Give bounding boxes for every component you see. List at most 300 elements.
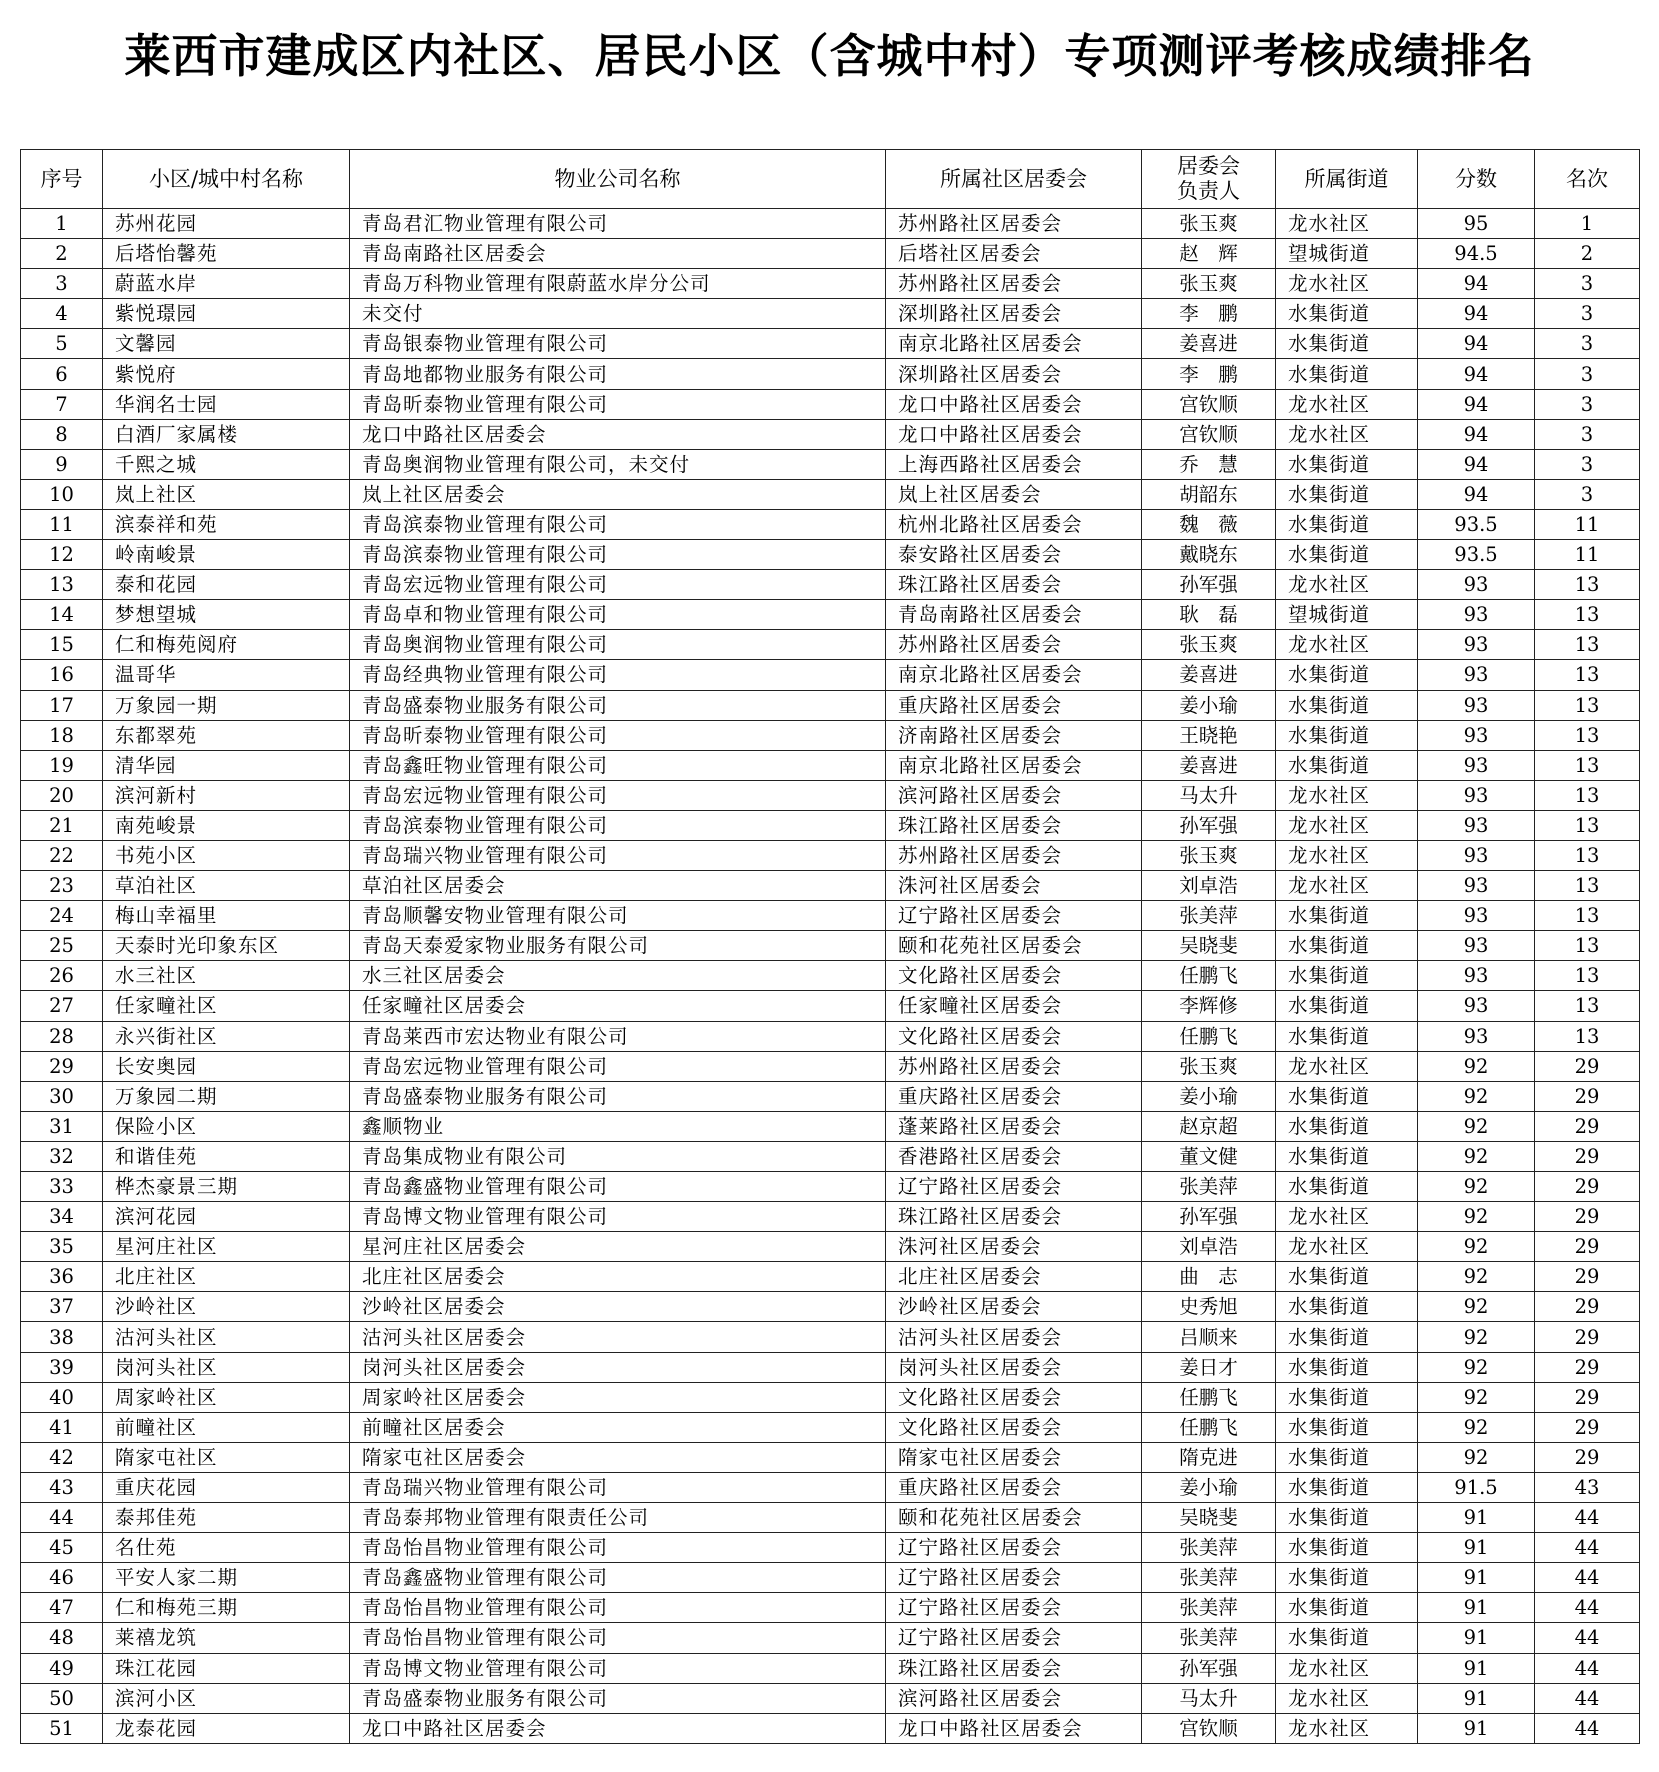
row-index-cell: 7: [21, 389, 103, 419]
row-index-cell: 44: [21, 1503, 103, 1533]
committee-head-cell: 张玉爽: [1142, 840, 1276, 870]
committee-head-cell: 任鹏飞: [1142, 1382, 1276, 1412]
street-cell: 水集街道: [1276, 1412, 1418, 1442]
community-name-cell: 白酒厂家属楼: [103, 419, 350, 449]
row-index-cell: 47: [21, 1593, 103, 1623]
score-cell: 92: [1418, 1172, 1535, 1202]
score-cell: 93: [1418, 600, 1535, 630]
community-name-cell: 千熙之城: [103, 449, 350, 479]
community-name-cell: 仁和梅苑三期: [103, 1593, 350, 1623]
table-row: [21, 961, 1640, 991]
residents-committee-cell: 滨河路社区居委会: [886, 780, 1142, 810]
residents-committee-cell: 龙口中路社区居委会: [886, 389, 1142, 419]
row-index-cell: 38: [21, 1322, 103, 1352]
property-company-cell: 青岛莱西市宏达物业有限公司: [350, 1021, 886, 1051]
row-index-cell: 2: [21, 239, 103, 269]
street-cell: 水集街道: [1276, 750, 1418, 780]
table-row: [21, 780, 1640, 810]
header-community-name: 小区/城中村名称: [103, 150, 350, 209]
community-name-cell: 万象园二期: [103, 1081, 350, 1111]
property-company-cell: 青岛经典物业管理有限公司: [350, 660, 886, 690]
table-row: [21, 1503, 1640, 1533]
street-cell: 望城街道: [1276, 600, 1418, 630]
score-cell: 94: [1418, 269, 1535, 299]
rank-cell: 43: [1535, 1472, 1640, 1502]
residents-committee-cell: 香港路社区居委会: [886, 1141, 1142, 1171]
community-name-cell: 重庆花园: [103, 1472, 350, 1502]
street-cell: 水集街道: [1276, 1322, 1418, 1352]
row-index-cell: 8: [21, 419, 103, 449]
residents-committee-cell: 泰安路社区居委会: [886, 540, 1142, 570]
property-company-cell: 星河庄社区居委会: [350, 1232, 886, 1262]
rank-cell: 2: [1535, 239, 1640, 269]
street-cell: 龙水社区: [1276, 570, 1418, 600]
street-cell: 水集街道: [1276, 1533, 1418, 1563]
residents-committee-cell: 济南路社区居委会: [886, 720, 1142, 750]
row-index-cell: 30: [21, 1081, 103, 1111]
community-name-cell: 隋家屯社区: [103, 1442, 350, 1472]
table-row: [21, 810, 1640, 840]
rank-cell: 29: [1535, 1232, 1640, 1262]
row-index-cell: 51: [21, 1713, 103, 1743]
residents-committee-cell: 后塔社区居委会: [886, 239, 1142, 269]
residents-committee-cell: 珠江路社区居委会: [886, 1653, 1142, 1683]
property-company-cell: 青岛万科物业管理有限蔚蓝水岸分公司: [350, 269, 886, 299]
committee-head-cell: 张美萍: [1142, 901, 1276, 931]
table-row: [21, 1593, 1640, 1623]
header-street: 所属街道: [1276, 150, 1418, 209]
property-company-cell: 青岛瑞兴物业管理有限公司: [350, 840, 886, 870]
committee-head-cell: 赵京超: [1142, 1111, 1276, 1141]
score-cell: 93: [1418, 810, 1535, 840]
property-company-cell: 前疃社区居委会: [350, 1412, 886, 1442]
score-cell: 94: [1418, 449, 1535, 479]
street-cell: 水集街道: [1276, 1503, 1418, 1533]
street-cell: 水集街道: [1276, 931, 1418, 961]
rank-cell: 3: [1535, 359, 1640, 389]
street-cell: 龙水社区: [1276, 1683, 1418, 1713]
residents-committee-cell: 深圳路社区居委会: [886, 299, 1142, 329]
street-cell: 水集街道: [1276, 1111, 1418, 1141]
residents-committee-cell: 文化路社区居委会: [886, 1021, 1142, 1051]
committee-head-cell: 宫钦顺: [1142, 419, 1276, 449]
table-row: [21, 931, 1640, 961]
street-cell: 水集街道: [1276, 690, 1418, 720]
rank-cell: 3: [1535, 329, 1640, 359]
property-company-cell: 青岛鑫盛物业管理有限公司: [350, 1563, 886, 1593]
committee-head-cell: 姜喜进: [1142, 660, 1276, 690]
rank-cell: 44: [1535, 1653, 1640, 1683]
community-name-cell: 后塔怡馨苑: [103, 239, 350, 269]
score-cell: 91.5: [1418, 1472, 1535, 1502]
rank-cell: 11: [1535, 509, 1640, 539]
score-cell: 92: [1418, 1262, 1535, 1292]
row-index-cell: 15: [21, 630, 103, 660]
header-index: 序号: [21, 150, 103, 209]
committee-head-cell: 王晓艳: [1142, 720, 1276, 750]
rank-cell: 13: [1535, 660, 1640, 690]
rank-cell: 13: [1535, 810, 1640, 840]
header-rank: 名次: [1535, 150, 1640, 209]
rank-cell: 13: [1535, 570, 1640, 600]
community-name-cell: 苏州花园: [103, 209, 350, 239]
property-company-cell: 青岛地都物业服务有限公司: [350, 359, 886, 389]
table-row: [21, 1292, 1640, 1322]
rank-cell: 13: [1535, 871, 1640, 901]
committee-head-cell: 姜小瑜: [1142, 690, 1276, 720]
property-company-cell: 青岛鑫盛物业管理有限公司: [350, 1172, 886, 1202]
community-name-cell: 龙泰花园: [103, 1713, 350, 1743]
table-row: [21, 329, 1640, 359]
table-body: [21, 209, 1640, 1744]
community-name-cell: 永兴街社区: [103, 1021, 350, 1051]
rank-cell: 29: [1535, 1051, 1640, 1081]
community-name-cell: 蔚蓝水岸: [103, 269, 350, 299]
street-cell: 龙水社区: [1276, 840, 1418, 870]
property-company-cell: 青岛泰邦物业管理有限责任公司: [350, 1503, 886, 1533]
rank-cell: 44: [1535, 1713, 1640, 1743]
community-name-cell: 南苑峻景: [103, 810, 350, 840]
table-row: [21, 509, 1640, 539]
property-company-cell: 岚上社区居委会: [350, 479, 886, 509]
table-row: [21, 1051, 1640, 1081]
table-row: [21, 991, 1640, 1021]
table-row: [21, 690, 1640, 720]
row-index-cell: 28: [21, 1021, 103, 1051]
community-name-cell: 星河庄社区: [103, 1232, 350, 1262]
rank-cell: 13: [1535, 720, 1640, 750]
committee-head-cell: 姜小瑜: [1142, 1081, 1276, 1111]
property-company-cell: 青岛怡昌物业管理有限公司: [350, 1623, 886, 1653]
score-cell: 93.5: [1418, 540, 1535, 570]
table-row: [21, 660, 1640, 690]
table-row: [21, 299, 1640, 329]
residents-committee-cell: 上海西路社区居委会: [886, 449, 1142, 479]
table-row: [21, 239, 1640, 269]
score-cell: 93: [1418, 750, 1535, 780]
table-row: [21, 570, 1640, 600]
residents-committee-cell: 任家疃社区居委会: [886, 991, 1142, 1021]
committee-head-cell: 赵 辉: [1142, 239, 1276, 269]
table-row: [21, 1021, 1640, 1051]
committee-head-cell: 吕顺来: [1142, 1322, 1276, 1352]
table-row: [21, 1262, 1640, 1292]
score-cell: 93: [1418, 901, 1535, 931]
committee-head-cell: 张美萍: [1142, 1172, 1276, 1202]
score-cell: 91: [1418, 1623, 1535, 1653]
property-company-cell: 青岛集成物业有限公司: [350, 1141, 886, 1171]
residents-committee-cell: 岗河头社区居委会: [886, 1352, 1142, 1382]
table-row: [21, 209, 1640, 239]
row-index-cell: 27: [21, 991, 103, 1021]
street-cell: 水集街道: [1276, 1352, 1418, 1382]
score-cell: 92: [1418, 1412, 1535, 1442]
row-index-cell: 29: [21, 1051, 103, 1081]
row-index-cell: 12: [21, 540, 103, 570]
row-index-cell: 31: [21, 1111, 103, 1141]
residents-committee-cell: 苏州路社区居委会: [886, 840, 1142, 870]
row-index-cell: 25: [21, 931, 103, 961]
residents-committee-cell: 辽宁路社区居委会: [886, 1563, 1142, 1593]
score-cell: 92: [1418, 1442, 1535, 1472]
committee-head-cell: 任鹏飞: [1142, 1412, 1276, 1442]
score-cell: 93: [1418, 690, 1535, 720]
property-company-cell: 青岛昕泰物业管理有限公司: [350, 389, 886, 419]
street-cell: 水集街道: [1276, 449, 1418, 479]
community-name-cell: 仁和梅苑阅府: [103, 630, 350, 660]
header-residents-committee: 所属社区居委会: [886, 150, 1142, 209]
row-index-cell: 10: [21, 479, 103, 509]
table-row: [21, 1202, 1640, 1232]
committee-head-cell: 任鹏飞: [1142, 1021, 1276, 1051]
property-company-cell: 周家岭社区居委会: [350, 1382, 886, 1412]
committee-head-cell: 李 鹏: [1142, 299, 1276, 329]
street-cell: 龙水社区: [1276, 871, 1418, 901]
row-index-cell: 50: [21, 1683, 103, 1713]
residents-committee-cell: 珠江路社区居委会: [886, 1202, 1142, 1232]
residents-committee-cell: 南京北路社区居委会: [886, 329, 1142, 359]
residents-committee-cell: 辽宁路社区居委会: [886, 1533, 1142, 1563]
community-name-cell: 泰邦佳苑: [103, 1503, 350, 1533]
table-row: [21, 1412, 1640, 1442]
property-company-cell: 青岛银泰物业管理有限公司: [350, 329, 886, 359]
committee-head-cell: 姜喜进: [1142, 750, 1276, 780]
residents-committee-cell: 重庆路社区居委会: [886, 1472, 1142, 1502]
street-cell: 龙水社区: [1276, 269, 1418, 299]
header-score: 分数: [1418, 150, 1535, 209]
residents-committee-cell: 颐和花苑社区居委会: [886, 1503, 1142, 1533]
residents-committee-cell: 颐和花苑社区居委会: [886, 931, 1142, 961]
rank-cell: 13: [1535, 901, 1640, 931]
street-cell: 水集街道: [1276, 359, 1418, 389]
rank-cell: 13: [1535, 690, 1640, 720]
table-row: [21, 720, 1640, 750]
street-cell: 水集街道: [1276, 961, 1418, 991]
score-cell: 92: [1418, 1322, 1535, 1352]
table-row: [21, 1533, 1640, 1563]
street-cell: 水集街道: [1276, 991, 1418, 1021]
property-company-cell: 青岛君汇物业管理有限公司: [350, 209, 886, 239]
table-row: [21, 1713, 1640, 1743]
street-cell: 龙水社区: [1276, 389, 1418, 419]
score-cell: 95: [1418, 209, 1535, 239]
rank-cell: 29: [1535, 1172, 1640, 1202]
rank-cell: 3: [1535, 449, 1640, 479]
rank-cell: 44: [1535, 1503, 1640, 1533]
committee-head-cell: 刘卓浩: [1142, 871, 1276, 901]
community-name-cell: 书苑小区: [103, 840, 350, 870]
score-cell: 93: [1418, 780, 1535, 810]
row-index-cell: 42: [21, 1442, 103, 1472]
residents-committee-cell: 龙口中路社区居委会: [886, 1713, 1142, 1743]
community-name-cell: 天泰时光印象东区: [103, 931, 350, 961]
score-cell: 93: [1418, 1021, 1535, 1051]
community-name-cell: 长安奥园: [103, 1051, 350, 1081]
street-cell: 水集街道: [1276, 1382, 1418, 1412]
score-cell: 94: [1418, 299, 1535, 329]
rank-cell: 13: [1535, 600, 1640, 630]
street-cell: 水集街道: [1276, 1472, 1418, 1502]
community-name-cell: 水三社区: [103, 961, 350, 991]
score-cell: 91: [1418, 1563, 1535, 1593]
table-row: [21, 269, 1640, 299]
rank-cell: 29: [1535, 1141, 1640, 1171]
community-name-cell: 紫悦府: [103, 359, 350, 389]
community-name-cell: 沙岭社区: [103, 1292, 350, 1322]
community-name-cell: 华润名士园: [103, 389, 350, 419]
score-cell: 93: [1418, 630, 1535, 660]
residents-committee-cell: 洙河社区居委会: [886, 871, 1142, 901]
rank-cell: 13: [1535, 991, 1640, 1021]
rank-cell: 29: [1535, 1292, 1640, 1322]
committee-head-cell: 孙军强: [1142, 570, 1276, 600]
rank-cell: 44: [1535, 1593, 1640, 1623]
community-name-cell: 滨河小区: [103, 1683, 350, 1713]
score-cell: 92: [1418, 1111, 1535, 1141]
property-company-cell: 青岛盛泰物业服务有限公司: [350, 690, 886, 720]
residents-committee-cell: 苏州路社区居委会: [886, 630, 1142, 660]
page-title: 莱西市建成区内社区、居民小区（含城中村）专项测评考核成绩排名: [124, 29, 1535, 83]
row-index-cell: 4: [21, 299, 103, 329]
committee-head-cell: 任鹏飞: [1142, 961, 1276, 991]
community-name-cell: 东都翠苑: [103, 720, 350, 750]
table-row: [21, 1081, 1640, 1111]
row-index-cell: 21: [21, 810, 103, 840]
row-index-cell: 32: [21, 1141, 103, 1171]
score-cell: 94: [1418, 479, 1535, 509]
street-cell: 水集街道: [1276, 479, 1418, 509]
rank-cell: 44: [1535, 1533, 1640, 1563]
community-name-cell: 名仕苑: [103, 1533, 350, 1563]
community-name-cell: 滨河花园: [103, 1202, 350, 1232]
rank-cell: 11: [1535, 540, 1640, 570]
committee-head-cell: 隋克进: [1142, 1442, 1276, 1472]
property-company-cell: 青岛盛泰物业服务有限公司: [350, 1081, 886, 1111]
score-cell: 92: [1418, 1141, 1535, 1171]
community-name-cell: 泰和花园: [103, 570, 350, 600]
score-cell: 94: [1418, 329, 1535, 359]
street-cell: 水集街道: [1276, 1563, 1418, 1593]
table-row: [21, 1623, 1640, 1653]
row-index-cell: 11: [21, 509, 103, 539]
property-company-cell: 未交付: [350, 299, 886, 329]
street-cell: 水集街道: [1276, 299, 1418, 329]
rank-cell: 1: [1535, 209, 1640, 239]
table-row: [21, 359, 1640, 389]
row-index-cell: 39: [21, 1352, 103, 1382]
rank-cell: 13: [1535, 931, 1640, 961]
row-index-cell: 23: [21, 871, 103, 901]
header-property-company: 物业公司名称: [350, 150, 886, 209]
rank-cell: 29: [1535, 1111, 1640, 1141]
residents-committee-cell: 沙岭社区居委会: [886, 1292, 1142, 1322]
committee-head-cell: 戴晓东: [1142, 540, 1276, 570]
property-company-cell: 青岛怡昌物业管理有限公司: [350, 1593, 886, 1623]
street-cell: 水集街道: [1276, 540, 1418, 570]
committee-head-cell: 董文健: [1142, 1141, 1276, 1171]
row-index-cell: 13: [21, 570, 103, 600]
row-index-cell: 1: [21, 209, 103, 239]
score-cell: 92: [1418, 1232, 1535, 1262]
table-row: [21, 1141, 1640, 1171]
committee-head-cell: 张美萍: [1142, 1563, 1276, 1593]
residents-committee-cell: 重庆路社区居委会: [886, 690, 1142, 720]
rank-cell: 13: [1535, 840, 1640, 870]
row-index-cell: 24: [21, 901, 103, 931]
table-row: [21, 1111, 1640, 1141]
table-row: [21, 419, 1640, 449]
rank-cell: 13: [1535, 750, 1640, 780]
committee-head-cell: 姜喜进: [1142, 329, 1276, 359]
community-name-cell: 北庄社区: [103, 1262, 350, 1292]
property-company-cell: 龙口中路社区居委会: [350, 1713, 886, 1743]
residents-committee-cell: 隋家屯社区居委会: [886, 1442, 1142, 1472]
score-cell: 93: [1418, 720, 1535, 750]
score-cell: 91: [1418, 1593, 1535, 1623]
community-name-cell: 文馨园: [103, 329, 350, 359]
table-row: [21, 1322, 1640, 1352]
community-name-cell: 周家岭社区: [103, 1382, 350, 1412]
street-cell: 水集街道: [1276, 720, 1418, 750]
community-name-cell: 岗河头社区: [103, 1352, 350, 1382]
residents-committee-cell: 珠江路社区居委会: [886, 570, 1142, 600]
rank-cell: 3: [1535, 299, 1640, 329]
residents-committee-cell: 文化路社区居委会: [886, 1382, 1142, 1412]
committee-head-cell: 张美萍: [1142, 1533, 1276, 1563]
row-index-cell: 5: [21, 329, 103, 359]
street-cell: 水集街道: [1276, 1081, 1418, 1111]
committee-head-cell: 张玉爽: [1142, 630, 1276, 660]
committee-head-cell: 马太升: [1142, 780, 1276, 810]
score-cell: 92: [1418, 1051, 1535, 1081]
table-row: [21, 479, 1640, 509]
residents-committee-cell: 辽宁路社区居委会: [886, 901, 1142, 931]
committee-head-cell: 张玉爽: [1142, 1051, 1276, 1081]
residents-committee-cell: 苏州路社区居委会: [886, 1051, 1142, 1081]
committee-head-cell: 魏 薇: [1142, 509, 1276, 539]
ranking-table: [20, 149, 1640, 1744]
street-cell: 龙水社区: [1276, 810, 1418, 840]
committee-head-cell: 张美萍: [1142, 1623, 1276, 1653]
street-cell: 龙水社区: [1276, 1713, 1418, 1743]
property-company-cell: 青岛宏远物业管理有限公司: [350, 570, 886, 600]
community-name-cell: 草泊社区: [103, 871, 350, 901]
row-index-cell: 36: [21, 1262, 103, 1292]
header-committee-head: 居委会 负责人: [1142, 150, 1276, 209]
table-row: [21, 449, 1640, 479]
rank-cell: 29: [1535, 1412, 1640, 1442]
row-index-cell: 6: [21, 359, 103, 389]
score-cell: 92: [1418, 1202, 1535, 1232]
row-index-cell: 45: [21, 1533, 103, 1563]
residents-committee-cell: 青岛南路社区居委会: [886, 600, 1142, 630]
street-cell: 水集街道: [1276, 1292, 1418, 1322]
score-cell: 94.5: [1418, 239, 1535, 269]
residents-committee-cell: 苏州路社区居委会: [886, 269, 1142, 299]
table-row: [21, 630, 1640, 660]
property-company-cell: 青岛宏远物业管理有限公司: [350, 780, 886, 810]
property-company-cell: 青岛滨泰物业管理有限公司: [350, 509, 886, 539]
table-row: [21, 1442, 1640, 1472]
residents-committee-cell: 蓬莱路社区居委会: [886, 1111, 1142, 1141]
row-index-cell: 43: [21, 1472, 103, 1502]
committee-head-cell: 耿 磊: [1142, 600, 1276, 630]
community-name-cell: 紫悦璟园: [103, 299, 350, 329]
rank-cell: 29: [1535, 1202, 1640, 1232]
property-company-cell: 青岛滨泰物业管理有限公司: [350, 540, 886, 570]
score-cell: 91: [1418, 1653, 1535, 1683]
table-row: [21, 1472, 1640, 1502]
